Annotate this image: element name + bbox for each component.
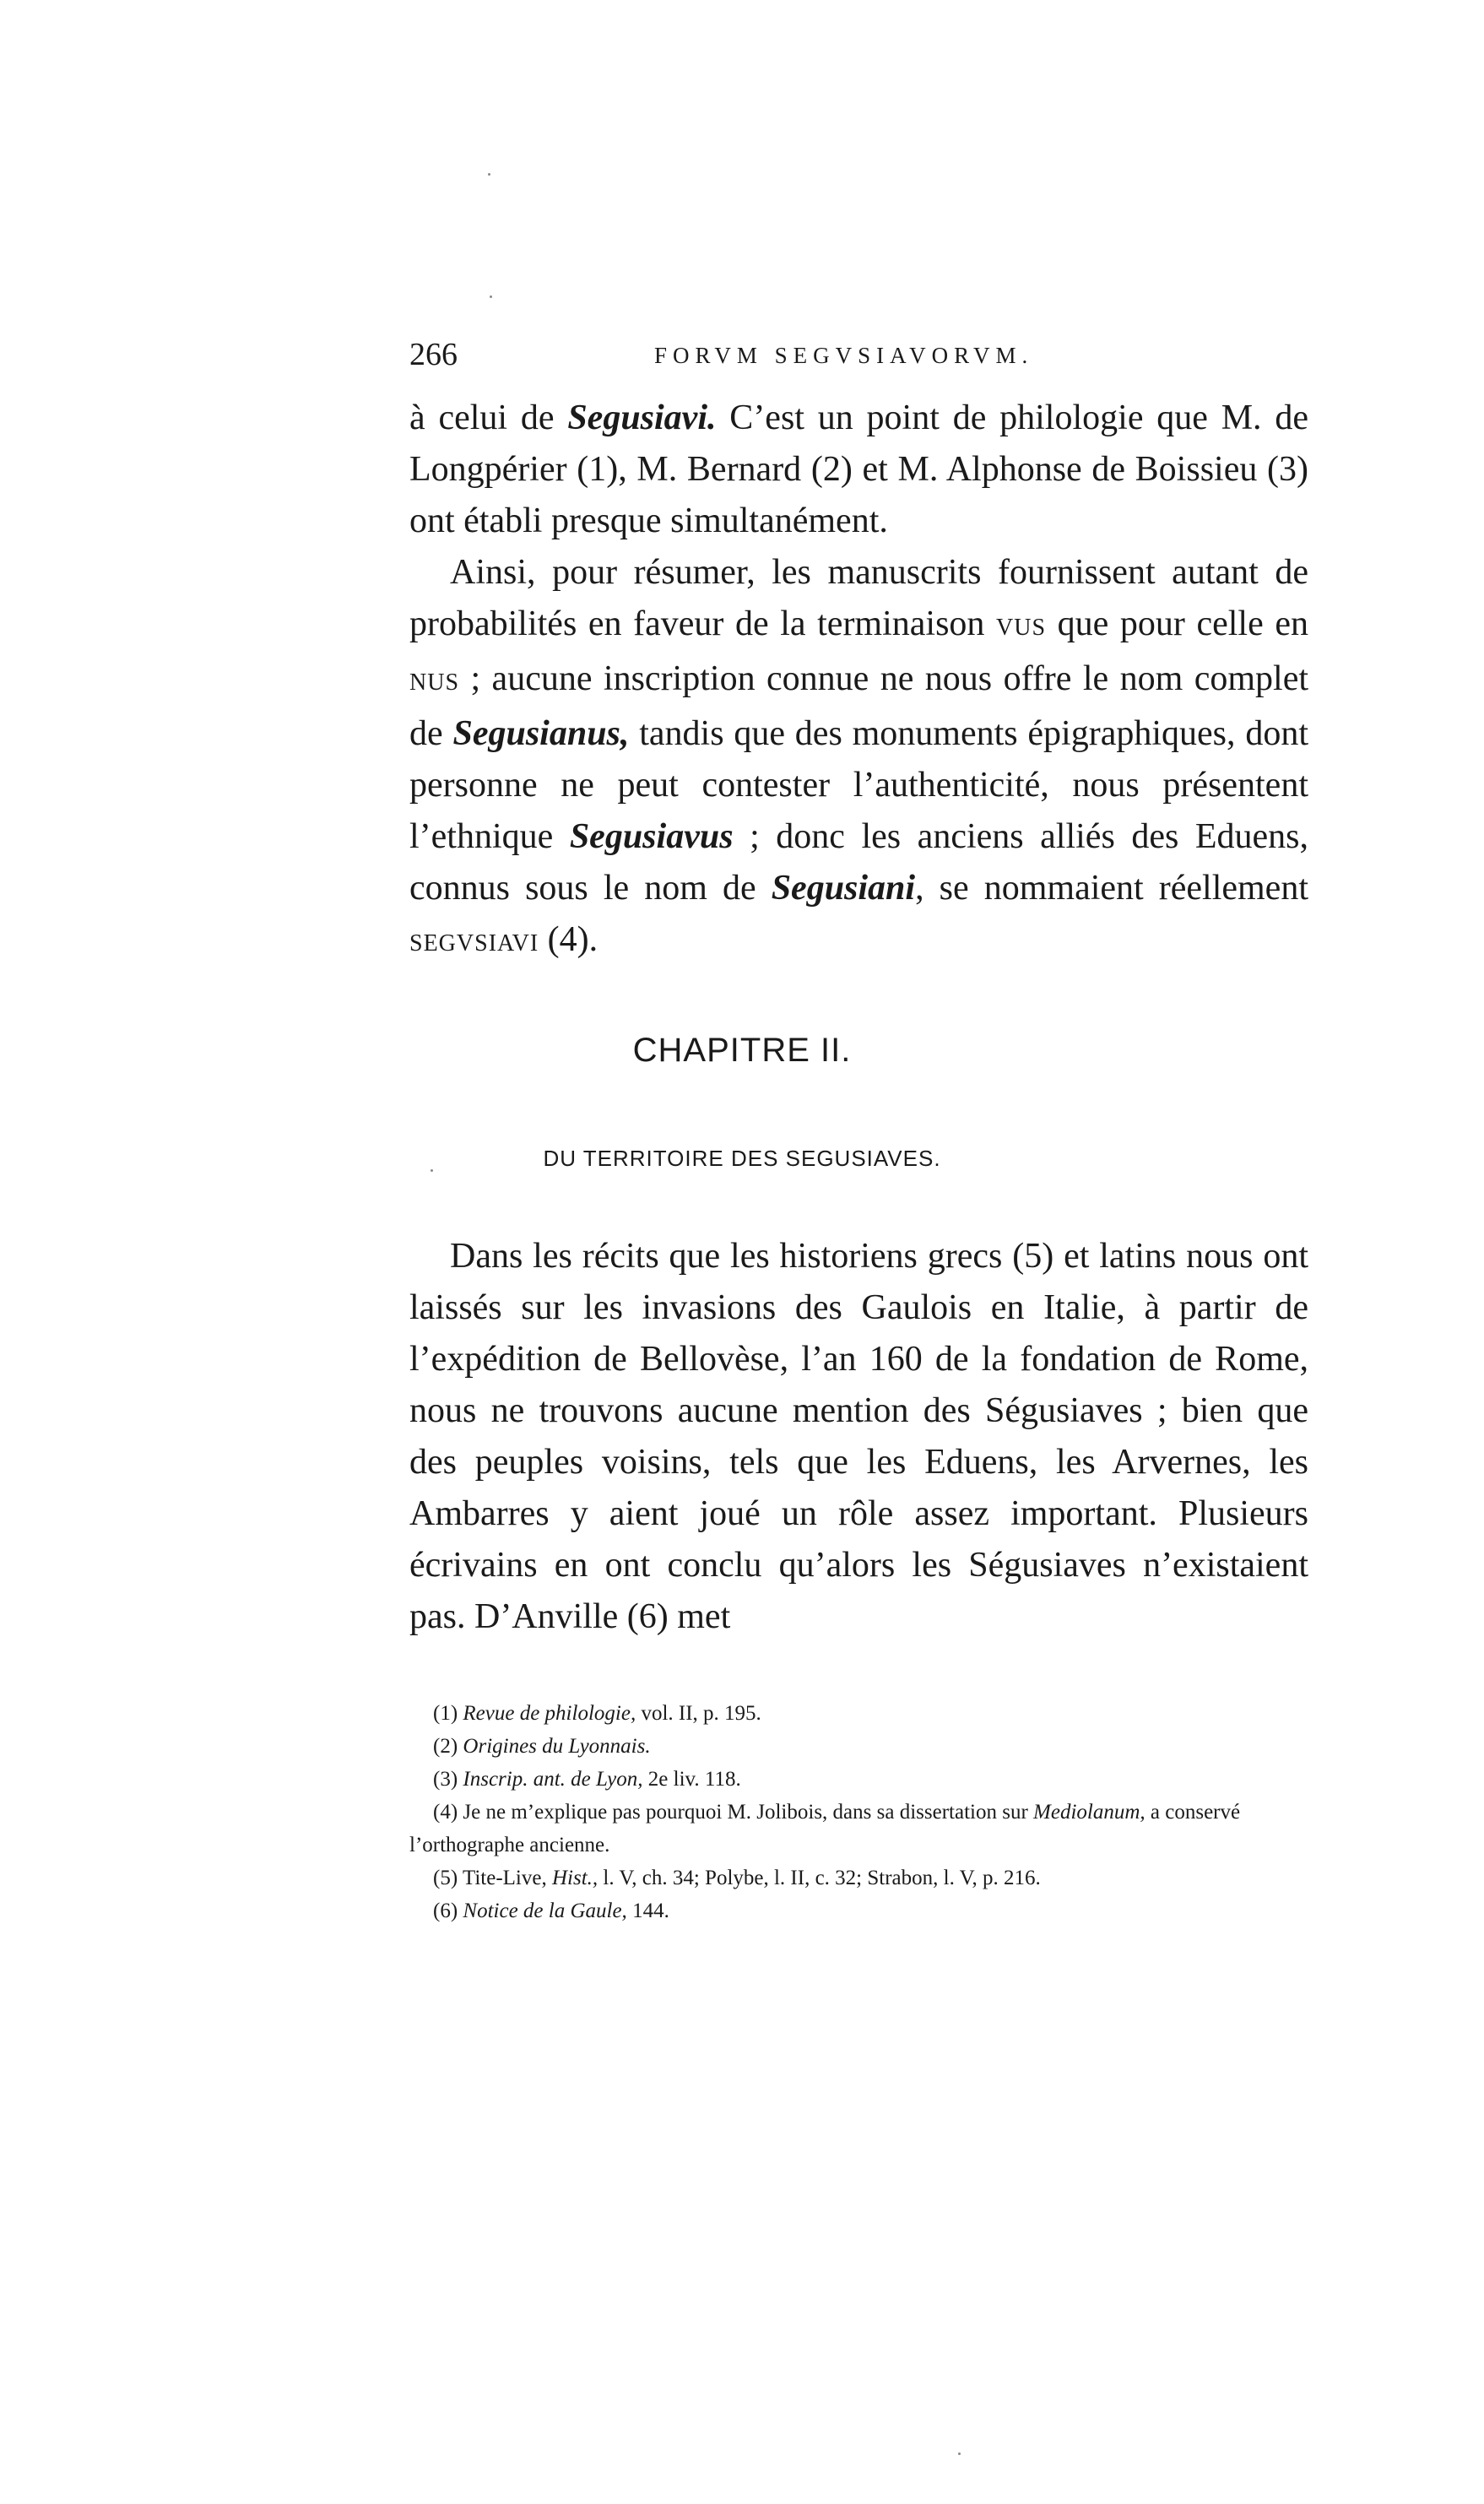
paper-speck xyxy=(958,2453,961,2455)
chapter-heading: CHAPITRE II. xyxy=(632,1032,852,1069)
text-run: Ainsi, pour résumer, les manuscrits fournissent autant de probabilités en faveur de la terminaison xyxy=(409,553,1308,643)
footnote-number: (2) xyxy=(433,1735,463,1758)
text-run: , se nommaient réellement xyxy=(915,869,1308,908)
text-run: (4). xyxy=(539,920,598,959)
footnote-number: (4) xyxy=(433,1801,463,1824)
italic-term: Segusianus, xyxy=(452,714,630,753)
paragraph-3: Dans les récits que les historiens grecs (5) et latins nous ont laissés sur les invasions des Gaulois en Italie, à partir de l’expédition de Bellovèse, l’an 160 de la fondation de Rome, nous ne trouvons aucune mention des Ségusiaves ; bien que des peuples voisins, tels que les Eduens, les Arvernes, les Ambarres y aient joué un rôle assez important. Plusieurs écrivains en ont conclu qu’alors les Ségusiaves n’existaient pas. D’Anville (6) met xyxy=(409,1237,1308,1636)
text-block-bottom xyxy=(409,1231,1308,1643)
text-block-top xyxy=(409,393,1308,969)
text-run: à celui de xyxy=(409,398,568,437)
footnote-title: Notice de la Gaule, xyxy=(463,1900,627,1922)
text-run: ; donc les anciens alliés des Eduens, connus sous le nom de xyxy=(409,817,1309,908)
footnotes xyxy=(409,1697,1308,1927)
footnote-text: a conservé l’orthographe ancienne. xyxy=(409,1801,1241,1856)
small-caps-term: VUS xyxy=(996,615,1047,641)
paper-speck xyxy=(431,1169,433,1172)
footnote-title: Mediolanum, xyxy=(1033,1801,1145,1824)
footnote-number: (3) xyxy=(433,1768,463,1791)
text-run: C’est un point de philologie que M. de Longpérier (1), M. Bernard (2) et M. Alphonse de Boissieu (3) ont établi presque simultanément. xyxy=(409,398,1308,540)
footnote-2 xyxy=(409,1730,1308,1763)
footnote-title: Revue de philologie, xyxy=(463,1702,636,1725)
footnote-number: (5) xyxy=(433,1867,463,1889)
footnote-title: Origines du Lyonnais. xyxy=(463,1735,651,1758)
paper-speck xyxy=(488,173,490,176)
small-caps-term: SEGVSIAVI xyxy=(409,930,539,957)
footnote-text: 144. xyxy=(626,1900,669,1922)
running-title: FORVM SEGVSIAVORVM. xyxy=(654,343,1034,368)
text-run: que pour celle en xyxy=(1046,604,1308,643)
paragraph-1 xyxy=(409,393,1308,547)
chapter-subtitle: DU TERRITOIRE DES SEGUSIAVES. xyxy=(543,1146,941,1171)
footnote-text: Je ne m’explique pas pourquoi M. Jolibois, dans sa dissertation sur xyxy=(463,1801,1034,1824)
footnote-text: vol. II, p. 195. xyxy=(636,1702,761,1725)
footnote-text: Tite-Live, xyxy=(462,1867,552,1889)
page-header xyxy=(409,336,1076,378)
footnote-text: 2e liv. 118. xyxy=(642,1768,741,1791)
footnote-number: (1) xyxy=(433,1702,463,1725)
italic-term: Segusiani xyxy=(771,869,916,908)
footnote-3 xyxy=(409,1763,1308,1796)
paragraph-2 xyxy=(409,547,1308,969)
footnote-4 xyxy=(409,1796,1308,1862)
footnote-5 xyxy=(409,1862,1308,1894)
text-run: ; aucune inscription connue ne nous offre le nom complet de xyxy=(409,659,1308,753)
footnote-6 xyxy=(409,1894,1308,1927)
paper-speck xyxy=(490,295,492,298)
footnote-title: Hist., xyxy=(551,1867,598,1889)
text-run: tandis que des monuments épigraphiques, dont personne ne peut contester l’authenticité, nous présentent l’ethnique xyxy=(409,714,1308,856)
footnote-1 xyxy=(409,1697,1308,1730)
footnote-number: (6) xyxy=(433,1900,463,1922)
small-caps-term: NUS xyxy=(409,669,460,696)
footnote-text: l. V, ch. 34; Polybe, l. II, c. 32; Strabon, l. V, p. 216. xyxy=(598,1867,1041,1889)
footnote-title: Inscrip. ant. de Lyon, xyxy=(463,1768,643,1791)
page-number: 266 xyxy=(409,337,458,372)
italic-term: Segusiavus xyxy=(569,817,734,856)
italic-term: Segusiavi. xyxy=(567,398,717,437)
